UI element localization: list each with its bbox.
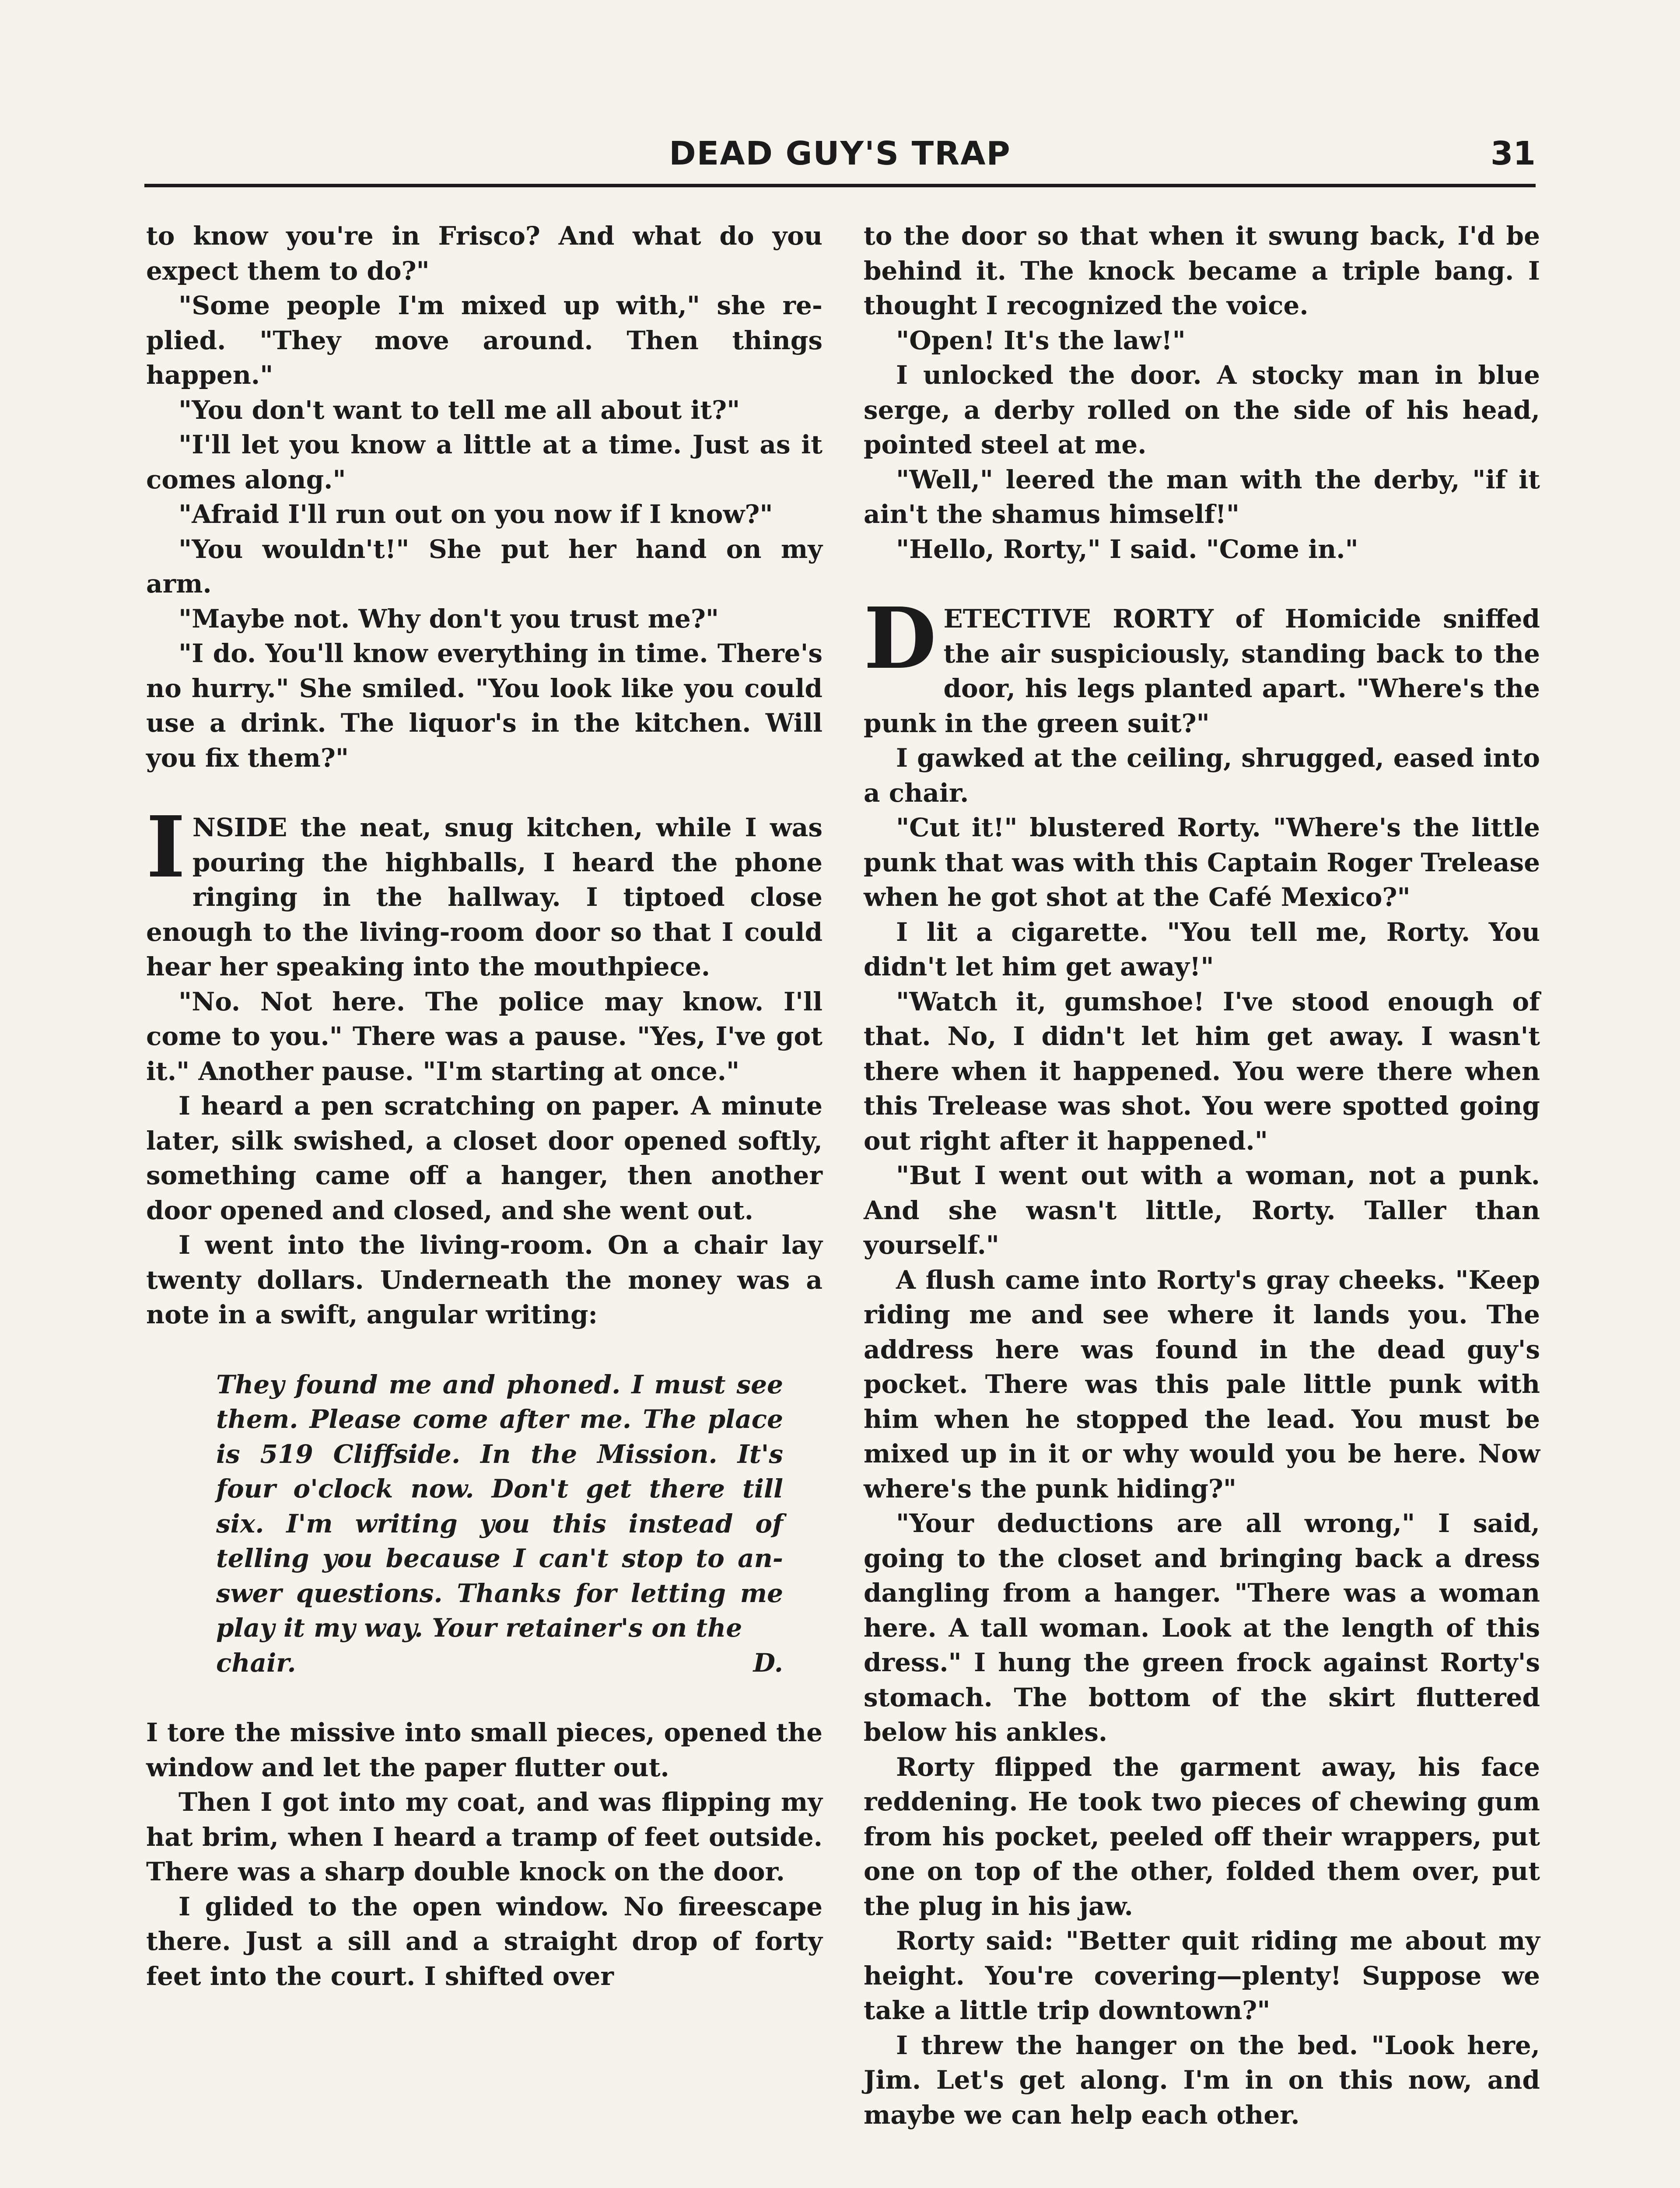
note-closing (216, 1646, 783, 1681)
paragraph: "Watch it, gumshoe! I've stood enough of that. No, I didn't let him get away. I wasn't there when it happened. You were there when this Trelease was shot. You were spotted going out right after it happened." (864, 986, 1540, 1156)
paragraph: I lit a cigarette. "You tell me, Rorty. You didn't let him get away!" (864, 917, 1540, 982)
note-text: They found me and phoned. I must see them. Please come after me. The place is 519 Cliffside. In the Mission. It's four o'clock now. Don't get there till six. I'm writing you this instead of telling you because I can't stop to answer questions. Thanks for letting me play it my way. Your retainer's on the (216, 1369, 783, 1643)
left-column (146, 219, 822, 1994)
paragraph: "Afraid I'll run out on you now if I know?" (178, 499, 773, 529)
paragraph: "Cut it!" blustered Rorty. "Where's the little punk that was with this Captain Roger Trelease when he got shot at the Café Mexico?" (864, 813, 1540, 912)
paragraph: I tore the missive into small pieces, opened the window and let the paper flutter out. (146, 1718, 822, 1782)
paragraph: "Well," leered the man with the derby, "if it ain't the shamus himself!" (864, 464, 1540, 529)
paragraph: to the door so that when it swung back, I'd be behind it. The knock became a triple bang. I thought I recognized the voice. (864, 221, 1540, 320)
paragraph-text: NSIDE the neat, snug kitchen, while I was pouring the highballs, I heard the phone ringing in the hallway. I tiptoed close enough to the living-room door so that I could hear her speaking into the mouthpiece. (146, 813, 822, 982)
paragraph: "Maybe not. Why don't you trust me?" (178, 603, 719, 634)
paragraph: to know you're in Frisco? And what do you expect them to do?" (146, 221, 822, 286)
paragraph: "Open! It's the law!" (896, 325, 1186, 355)
paragraph: "No. Not here. The police may know. I'll come to you." There was a pause. "Yes, I've got it." Another pause. "I'm starting at once." (146, 986, 822, 1086)
paragraph: I threw the hanger on the bed. "Look here, Jim. Let's get along. I'm in on this now, and maybe we can help each other. (864, 2030, 1540, 2130)
paragraph: I glided to the open window. No fireescape there. Just a sill and a straight drop of forty feet into the court. I shifted over (146, 1891, 822, 1991)
paragraph: "I'll let you know a little at a time. Just as it comes along." (146, 430, 822, 494)
paragraph: "You don't want to tell me all about it?" (178, 395, 740, 425)
page-number: 31 (1491, 135, 1536, 172)
paragraph: A flush came into Rorty's gray cheeks. "Keep riding me and see where it lands you. The address here was found in the dead guy's pocket. There was this pale little punk with him when he stopped the lead. You must be mixed up in it or why would you be here. Now where's the punk hiding?" (864, 1265, 1540, 1504)
running-header (144, 131, 1536, 179)
paragraph: I went into the living-room. On a chair lay twenty dollars. Underneath the money was a note in a swift, angular writing: (146, 1230, 822, 1329)
paragraph: "But I went out with a woman, not a punk. And she wasn't little, Rorty. Taller than yourself." (864, 1161, 1540, 1260)
note-signature: D. (753, 1648, 783, 1678)
quoted-note (146, 1368, 822, 1681)
paragraph: Rorty said: "Better quit riding me about my height. You're covering—plenty! Suppose we take a little trip downtown?" (864, 1926, 1540, 2025)
paragraph: "I do. You'll know everything in time. There's no hurry." She smiled. "You look like you could use a drink. The liquor's in the kitchen. Will you fix them?" (146, 638, 822, 773)
section-paragraph (864, 589, 1540, 741)
section-paragraph (146, 798, 822, 985)
drop-cap: I (146, 798, 186, 897)
paragraph: Then I got into my coat, and was flipping my hat brim, when I heard a tramp of feet outside. There was a sharp double knock on the door. (146, 1787, 822, 1886)
paragraph-text: ETECTIVE RORTY of Homicide sniffed the air suspiciously, standing back to the door, his legs planted apart. "Where's the punk in the green suit?" (864, 604, 1540, 738)
note-last-word: chair. (216, 1648, 296, 1678)
paragraph: "Some people I'm mixed up with," she replied. "They move around. Then things happen." (146, 291, 822, 390)
header-rule (144, 184, 1536, 187)
drop-cap: D (864, 589, 937, 688)
running-title: DEAD GUY'S TRAP (669, 135, 1011, 172)
paragraph: "You wouldn't!" She put her hand on my arm. (146, 534, 822, 599)
paragraph: I gawked at the ceiling, shrugged, eased into a chair. (864, 743, 1540, 808)
paragraph: "Hello, Rorty," I said. "Come in." (896, 534, 1358, 564)
paragraph: "Your deductions are all wrong," I said, going to the closet and bringing back a dress dangling from a hanger. "There was a woman here. A tall woman. Look at the length of this dress." I hung the green frock against Rorty's stomach. The bottom of the skirt fluttered below his ankles. (864, 1508, 1540, 1747)
paragraph: I unlocked the door. A stocky man in blue serge, a derby rolled on the side of his head, pointed steel at me. (864, 360, 1540, 459)
paragraph: I heard a pen scratching on paper. A minute later, silk swished, a closet door opened softly, something came off a hanger, then another door opened and closed, and she went out. (146, 1091, 822, 1225)
right-column (864, 219, 1540, 2132)
paragraph: Rorty flipped the garment away, his face reddening. He took two pieces of chewing gum from his pocket, peeled off their wrappers, put one on top of the other, folded them over, put the plug in his jaw. (864, 1752, 1540, 1921)
